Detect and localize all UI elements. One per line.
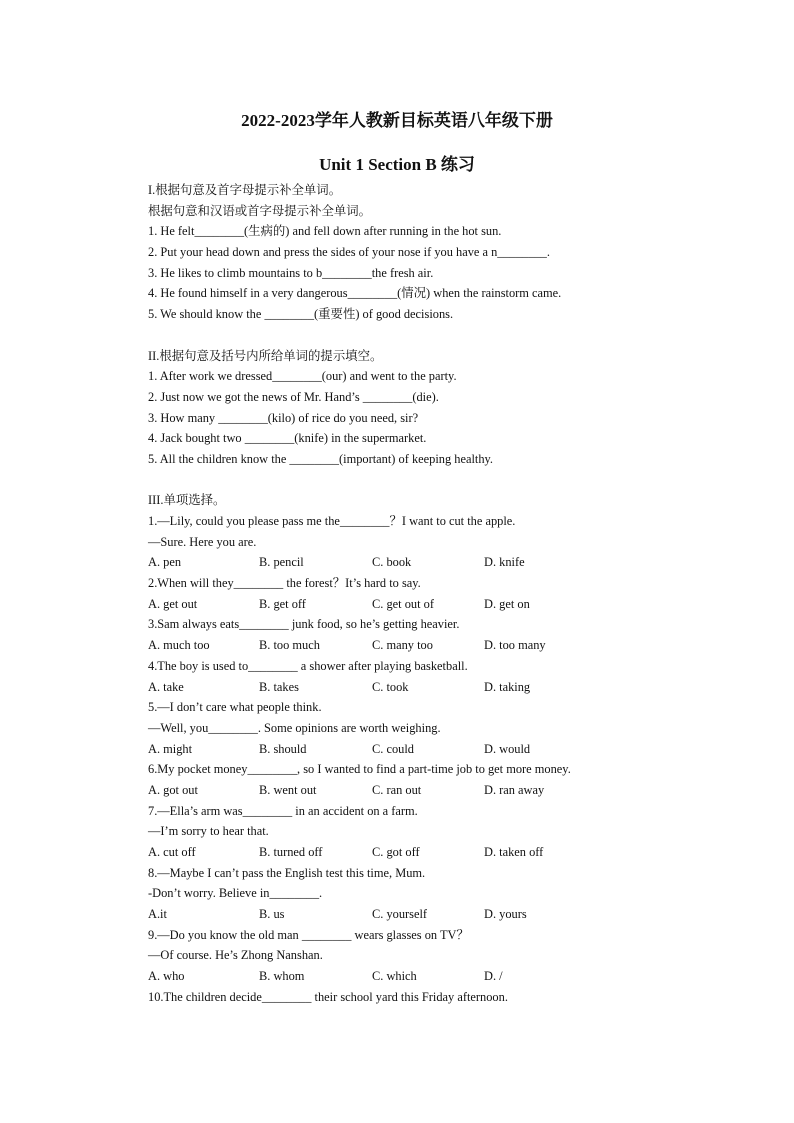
answer-options [148,739,768,760]
section1-item: 2. Put your head down and press the sides of your nose if you have a n________. [148,245,550,260]
option-c: C. many too [372,638,433,653]
question-line: 5.—I don’t care what people think. [148,700,322,715]
question-line: 6.My pocket money________, so I wanted to find a part-time job to get more money. [148,762,571,777]
spacer [148,325,768,346]
option-b: B. get off [259,596,306,611]
option-b: B. whom [259,969,305,984]
option-a: A. take [148,679,184,694]
option-c: C. which [372,969,417,984]
option-c: C. got off [372,845,420,859]
question-line: —I’m sorry to hear that. [148,824,269,839]
question-line: —Of course. He’s Zhong Nanshan. [148,948,323,963]
option-a: A.it [148,907,167,922]
option-d: D. knife [484,555,525,570]
section2-item: 3. How many ________(kilo) of rice do you need, sir? [148,410,419,425]
option-b: B. went out [259,782,317,797]
section1-item: 1. He felt________(生病的) and fell down after running in the hot sun. [148,224,502,239]
option-c: C. yourself [372,907,428,922]
question-line: —Well, you________. Some opinions are worth weighing. [148,720,441,735]
option-d: D. would [484,741,531,756]
document-title: 2022-2023学年人教新目标英语八年级下册 [241,111,553,130]
answer-options [148,635,768,656]
section3-heading: III.单项选择。 [148,493,226,508]
option-b: B. takes [259,679,299,694]
section1-item: 4. He found himself in a very dangerous________(情况) when the rainstorm came. [148,286,562,301]
option-d: D. taking [484,679,531,694]
option-b: B. too much [259,638,320,653]
option-b: B. pencil [259,555,304,570]
option-d: D. / [484,969,503,984]
option-b: B. should [259,741,307,756]
question-line: —Sure. Here you are. [148,534,257,549]
answer-options [148,966,768,987]
option-d: D. too many [484,638,546,653]
option-d: D. yours [484,907,527,922]
section2-item: 5. All the children know the ________(important) of keeping healthy. [148,451,494,466]
option-a: A. get out [148,596,198,611]
question-line: 2.When will they________ the forest？It’s hard to say. [148,576,421,591]
question-line: -Don’t worry. Believe in________. [148,886,323,901]
answer-options [148,842,768,863]
answer-options [148,594,768,615]
spacer [148,470,768,491]
option-a: A. who [148,969,185,984]
answer-options [148,552,768,573]
option-d: D. get on [484,596,530,611]
answer-options [148,677,768,698]
section1-heading: I.根据句意及首字母提示补全单词。 [148,183,342,197]
question-line: 9.—Do you know the old man ________ wears glasses on TV？ [148,927,469,942]
section1-subheading: 根据句意和汉语或首字母提示补全单词。 [148,203,372,218]
question-line: 7.—Ella’s arm was________ in an accident on a farm. [148,803,418,818]
section2-heading: II.根据句意及括号内所给单词的提示填空。 [148,348,383,363]
question-line: 1.—Lily, could you please pass me the________？I want to cut the apple. [148,514,516,528]
question-line: 10.The children decide________ their school yard this Friday afternoon. [148,989,508,1004]
option-c: C. ran out [372,782,422,797]
option-c: C. took [372,679,409,694]
section2-item: 2. Just now we got the news of Mr. Hand’s ________(die). [148,389,439,404]
question-line: 3.Sam always eats________ junk food, so he’s getting heavier. [148,617,460,632]
document-subtitle: Unit 1 Section B 练习 [319,155,475,174]
option-d: D. taken off [484,845,544,859]
option-c: C. get out of [372,596,434,611]
option-a: A. might [148,741,193,756]
question-line: 4.The boy is used to________ a shower after playing basketball. [148,658,468,673]
option-a: A. pen [148,555,182,570]
section2-item: 4. Jack bought two ________(knife) in the supermarket. [148,431,427,446]
answer-options [148,780,768,801]
option-a: A. much too [148,638,210,653]
section1-item: 5. We should know the ________(重要性) of good decisions. [148,307,454,322]
option-c: C. could [372,741,414,756]
answer-options [148,904,768,925]
question-line: 8.—Maybe I can’t pass the English test this time, Mum. [148,865,426,880]
option-d: D. ran away [484,782,545,797]
option-b: B. us [259,907,285,922]
section1-item: 3. He likes to climb mountains to b________the fresh air. [148,265,434,280]
option-c: C. book [372,555,412,570]
exercise-body [148,180,768,1008]
option-a: A. cut off [148,845,196,859]
option-b: B. turned off [259,845,323,859]
section2-item: 1. After work we dressed________(our) and went to the party. [148,369,457,384]
option-a: A. got out [148,782,198,797]
